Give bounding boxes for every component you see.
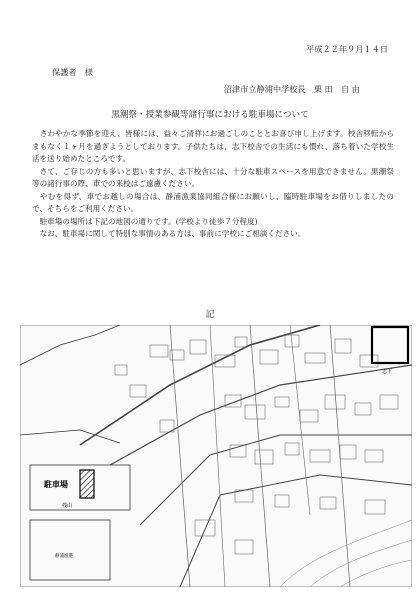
document-date: 平成２２年９月１４日 [306,44,388,54]
parking-area-marker [80,470,94,498]
ki-heading: 記 [205,310,215,320]
recipient: 保護者 様 [52,67,93,77]
map-bottom-label: 静浦漁港 [55,554,73,559]
paragraph-greeting: さわやかな季節を迎え、皆様には、益々ご清祥にお過ごしのこととお喜び申し上げます。校舎移転からまもなく１ヶ月を過ぎようとしております。子供たちは、志下校舎での生活にも慣れ、落ち着いた学校生活を送り始めたところです。 [32,129,394,163]
sender: 沼津市立静浦中学校長 栗 田 自 由 [223,84,360,94]
parking-label: 駐車場 [44,480,68,489]
paragraph-location: 駐車場の場所は下記の地図の通りです。(学校より徒歩７分程度) [32,216,258,226]
school-label: 志下 [382,369,393,375]
map-sub-label: 桟山 [62,503,73,509]
document-subject: 黒潮祭・授業参観等諸行事における駐車場について [111,110,309,120]
parking-map [20,325,412,587]
body-text [32,128,394,241]
paragraph-temporary-parking: やむを得ず、車でお越しの場合は、静浦漁業協同組合様にお願いし、臨時駐車場をお借りしましたので、そちらをご利用ください。 [32,191,394,213]
paragraph-parking-notice: さて、ご存じの方も多いと思いますが、志下校舎には、十分な駐車スペースを用意できません。黒潮祭等の諸行事の際、車での来校はご遠慮ください。 [32,166,394,188]
paragraph-contact: なお、駐車場に関して特別な事情のある方は、事前に学校にご相談ください。 [32,229,306,238]
